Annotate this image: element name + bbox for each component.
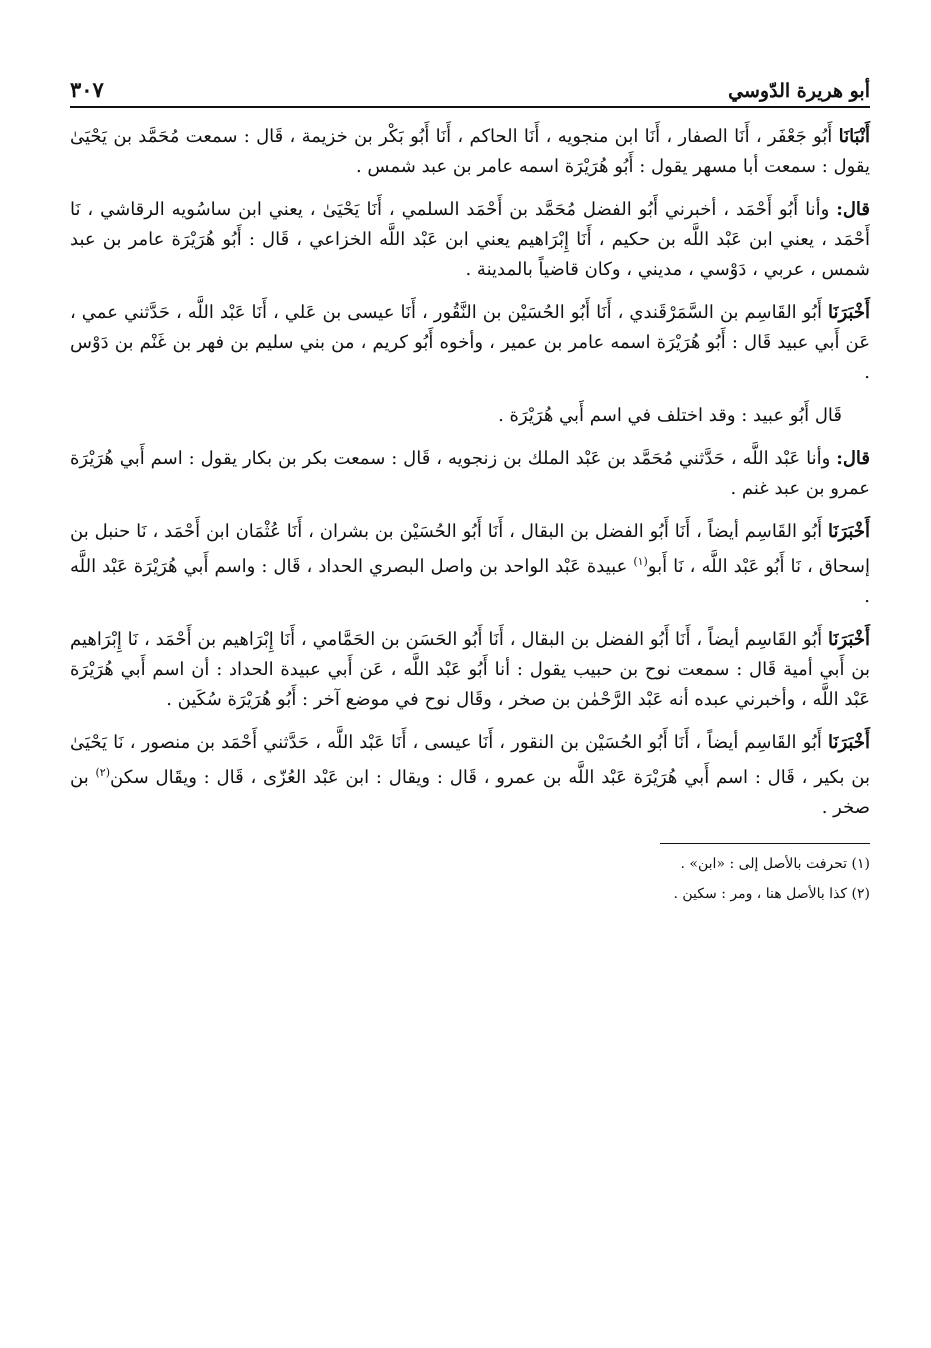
paragraph <box>70 298 870 388</box>
paragraph-text: قَال أَبُو عبيد : وقد اختلف في اسم أَبي هُرَيْرَة . <box>498 405 842 426</box>
paragraph-text: أَبُو جَعْفَر ، أَنَا الصفار ، أَنَا ابن منجويه ، أَنَا الحاكم ، أَنَا أَبُو بَكْر بن خزيمة ، قَال : سمعت مُحَمَّد بن يَحْيَىٰ يقول : سمعت أبا مسهر يقول : أَبُو هُرَيْرَة اسمه عامر بن عبد شمس . <box>70 126 870 177</box>
paragraph-keyword: قال: <box>836 199 870 220</box>
paragraph <box>70 401 870 431</box>
paragraph-keyword: أَنْبَانَا <box>838 126 870 147</box>
page-number: ٣٠٧ <box>70 77 104 102</box>
paragraph-text: أَبُو القَاسِم أيضاً ، أَنَا أَبُو الفضل بن البقال ، أَنَا أَبُو الحَسَن بن الحَمَّامي ، أَنَا إِبْرَاهيم بن أَحْمَد ، نَا إِبْرَاهيم بن أَبي أمية قَال : سمعت نوح بن حبيب يقول : أنا أَبُو عَبْد اللَّه ، عَن أَبي عبيدة الحداد : أن اسم أَبي هُرَيْرَة عَبْد اللَّه ، وأخبرني عبده أنه عَبْد الرَّحْمٰن بن صخر ، وقَال نوح في موضع آخر : أَبُو هُرَيْرَة سُكَين . <box>70 629 870 710</box>
paragraph <box>70 517 870 612</box>
footnote: (٢) كذا بالأصل هنا ، ومر : سكين . <box>673 886 870 902</box>
running-title: أبو هريرة الدّوسي <box>728 80 870 102</box>
footnotes <box>70 852 870 906</box>
paragraph-keyword: أَخْبَرَنَا <box>828 732 870 753</box>
paragraph <box>70 728 870 823</box>
paragraph-text: أَبُو القَاسِم بن السَّمَرْقَندي ، أَنَا أَبُو الحُسَيْن بن النَّقُور ، أَنَا عيسى بن عَلي ، أَنَا عَبْد اللَّه ، حَدَّثني عمي ، عَن أَبي عبيد قَال : أَبُو هُرَيْرَة اسمه عامر بن عمير ، وأخوه أَبُو كريم ، من بني سليم بن فهر بن غَنْم بن دَوْس . <box>70 302 870 383</box>
paragraph-keyword: قال: <box>836 448 870 469</box>
paragraph <box>70 195 870 285</box>
paragraph <box>70 625 870 715</box>
paragraph-keyword: أَخْبَرَنَا <box>828 302 870 323</box>
running-header <box>70 58 870 108</box>
main-text <box>70 122 870 823</box>
footnote-ref: (٢) <box>95 766 111 779</box>
paragraph-text-tail: عبيدة عَبْد الواحد بن واصل البصري الحداد ، قَال : واسم أَبي هُرَيْرَة عَبْد اللَّه . <box>70 556 870 607</box>
paragraph-text: أَبُو القَاسِم أيضاً ، أَنَا أَبُو الحُسَيْن بن النقور ، أَنَا عيسى ، أَنَا عَبْد اللَّه ، حَدَّثني أَحْمَد بن منصور ، نَا يَحْيَىٰ بن بكير ، قَال : اسم أَبي هُرَيْرَة عَبْد اللَّه بن عمرو ، قَال : ويقال : ابن عَبْد العُزّى ، قَال : ويقَال سكن <box>70 732 871 788</box>
footnote: (١) تحرفت بالأصل إلى : «ابن» . <box>680 856 870 872</box>
paragraph-text: أَبُو القَاسِم أيضاً ، أَنَا أَبُو الفضل بن البقال ، أَنَا أَبُو الحُسَيْن بن بشران ، أَنَا عُثْمَان ابن أَحْمَد ، نَا حنبل بن إسحاق ، نَا أَبُو عَبْد اللَّه ، نَا أَبو <box>70 521 870 577</box>
paragraph-keyword: أَخْبَرَنَا <box>828 629 870 650</box>
paragraph-text-tail: بن صخر . <box>70 767 870 818</box>
document-page <box>70 58 870 912</box>
paragraph-text: وأنا أَبُو أَحْمَد ، أخبرني أَبُو الفضل مُحَمَّد بن أَحْمَد السلمي ، أَنَا يَحْيَىٰ ، يعني ابن ساسُويه الرقاشي ، نَا أَحْمَد ، يعني ابن عَبْد اللَّه بن حكيم ، أَنَا إِبْرَاهيم يعني ابن عَبْد اللَّه الخزاعي ، قَال : أَبُو هُرَيْرَة عامر بن عبد شمس ، عربي ، دَوْسي ، مديني ، وكان قاضياً بالمدينة . <box>70 199 870 280</box>
paragraph-text: وأنا عَبْد اللَّه ، حَدَّثني مُحَمَّد بن عَبْد الملك بن زنجويه ، قَال : سمعت بكر بن بكار يقول : اسم أَبي هُرَيْرَة عمرو بن عبد غنم . <box>70 448 870 499</box>
footnote-ref: (١) <box>633 555 648 568</box>
paragraph <box>70 122 870 182</box>
paragraph <box>70 444 870 504</box>
footnote-divider <box>660 843 870 844</box>
paragraph-keyword: أَخْبَرَنَا <box>828 521 870 542</box>
